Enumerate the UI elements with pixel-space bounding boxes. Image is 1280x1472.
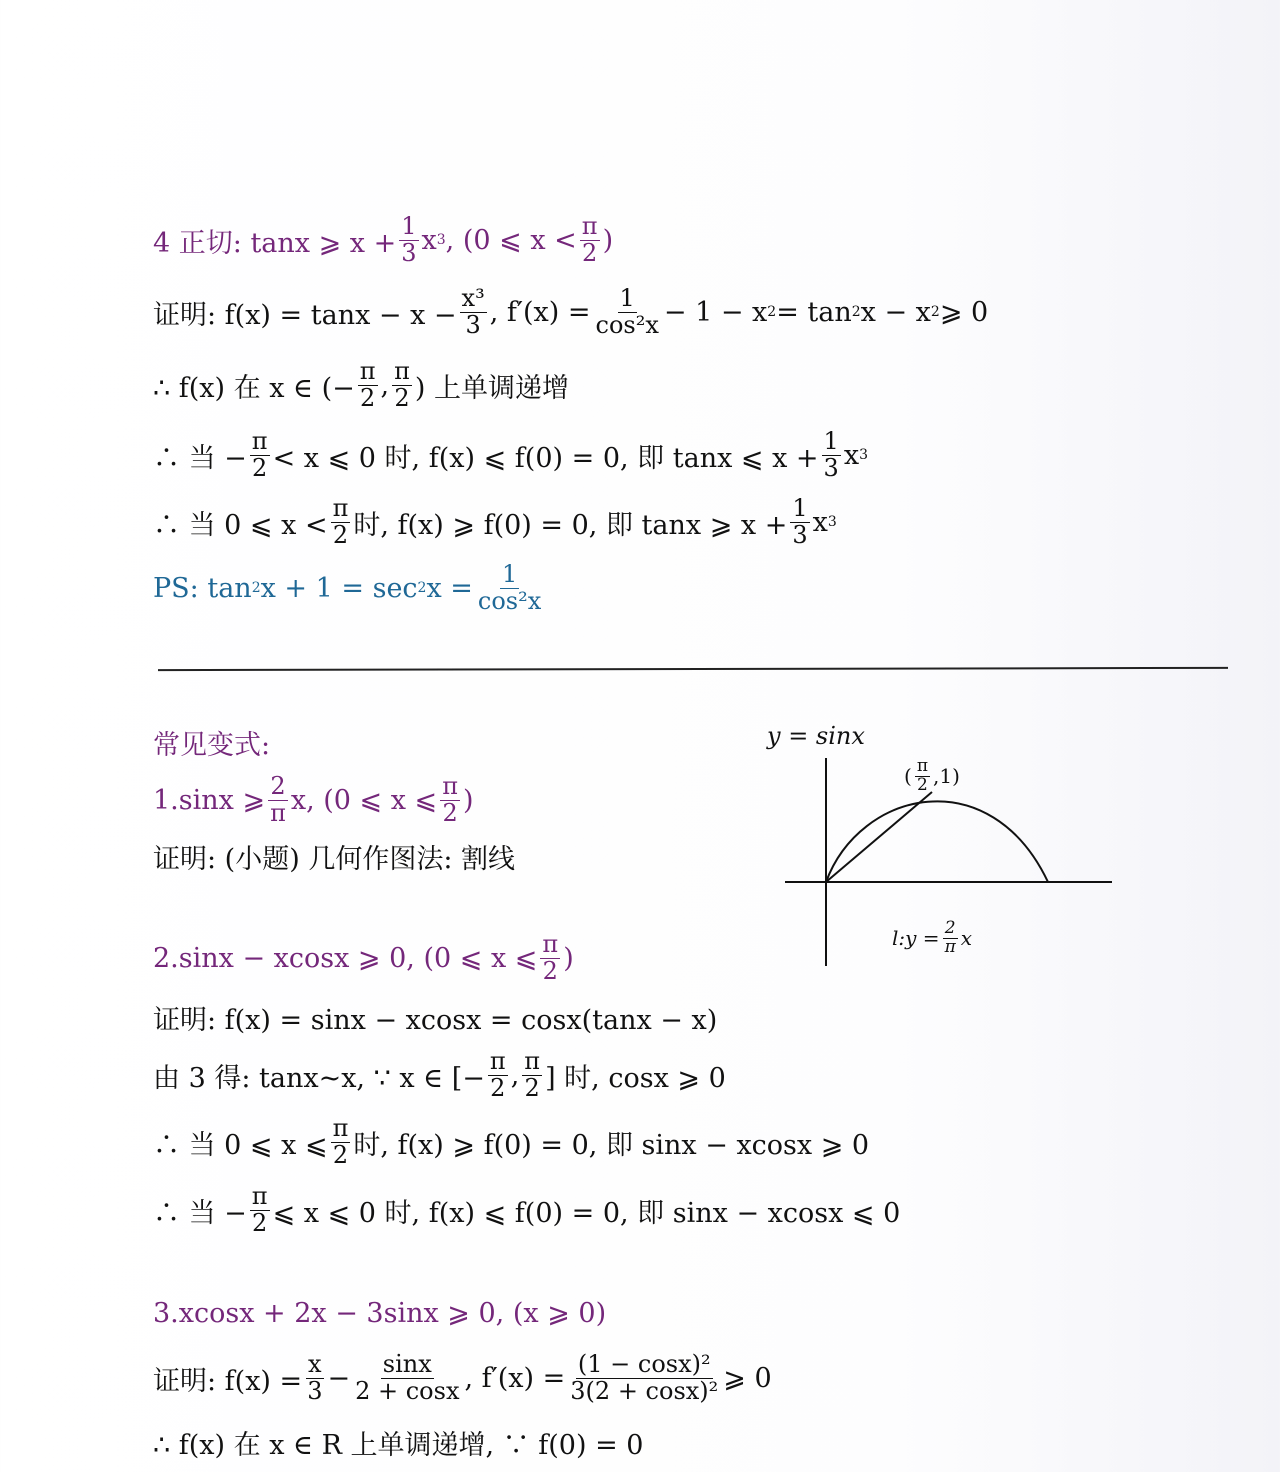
numerator: sinx — [382, 1350, 432, 1379]
numerator: π — [332, 494, 349, 523]
numerator: π — [442, 772, 458, 801]
denominator: 2 — [252, 453, 268, 482]
denominator: 2 — [542, 956, 558, 985]
numerator: 1 — [792, 494, 808, 523]
text-segment: 证明: (小题) 几何作图法: 割线 — [153, 843, 516, 875]
text-segment: 常见变式: — [153, 729, 271, 761]
numerator: (1 − cosx)² — [577, 1350, 711, 1379]
text-segment: ) — [462, 784, 474, 816]
text-segment: x, (0 ⩽ x ⩽ — [290, 784, 438, 816]
denominator: π — [270, 798, 286, 827]
denominator: 3 — [307, 1376, 323, 1405]
text-segment: ⩾ 0 — [939, 296, 989, 328]
denominator: cos²x — [595, 310, 659, 339]
numerator: 1 — [501, 560, 518, 589]
text-segment: ) — [563, 942, 574, 974]
numerator: 1 — [823, 427, 839, 456]
text-segment: ∴ 当 − — [153, 1197, 247, 1229]
text-segment: ⩾ 0 — [723, 1362, 772, 1394]
graph-title: y = sinx — [767, 722, 865, 750]
text-segment: 2.sinx − xcosx ⩾ 0, (0 ⩽ x ⩽ — [153, 942, 538, 974]
text-segment: − — [327, 1362, 351, 1394]
point-label-suffix: ,1) — [933, 764, 960, 789]
text-segment: = tan — [776, 296, 852, 328]
superscript: 2 — [930, 304, 940, 320]
text-segment: ∴ 当 0 ⩽ x < — [153, 509, 328, 541]
superscript: 3 — [859, 447, 868, 463]
text-segment: ) 上单调递增 — [414, 372, 570, 404]
numerator: π — [916, 756, 928, 776]
numerator: x — [308, 1350, 322, 1379]
denominator: 3 — [823, 453, 839, 482]
text-segment: x — [812, 506, 828, 538]
numerator: π — [251, 1182, 268, 1211]
text-segment: x = — [426, 572, 473, 604]
point-label-prefix: ( — [904, 764, 912, 789]
denominator: cos²x — [477, 586, 542, 615]
numerator: π — [581, 212, 598, 241]
text-segment: x + 1 = sec — [260, 572, 418, 604]
line-label-suffix: x — [960, 926, 973, 951]
text-segment: 由 3 得: tanx~x, ∵ x ∈ [− — [153, 1062, 485, 1094]
text-segment: 时, f(x) ⩾ f(0) = 0, 即 tanx ⩾ x + — [353, 509, 788, 541]
text-segment: ∴ f(x) 在 x ∈ R 上单调递增, ∵ f(0) = 0 — [153, 1429, 644, 1461]
denominator: π — [944, 936, 956, 957]
text-segment: , — [380, 369, 390, 401]
text-segment: ) — [602, 224, 614, 256]
text-segment: 证明: f(x) = sinx − xcosx = cosx(tanx − x) — [153, 1004, 718, 1036]
line-label — [892, 920, 972, 957]
numerator: 1 — [619, 284, 635, 313]
numerator: π — [332, 1114, 349, 1143]
superscript: 2 — [767, 304, 777, 320]
numerator: 1 — [401, 212, 417, 241]
numerator: π — [394, 357, 410, 386]
denominator: 3 — [465, 310, 481, 339]
text-segment: , f′(x) = — [464, 1362, 566, 1394]
text-segment: 证明: f(x) = tanx − x − — [153, 299, 457, 331]
superscript: 3 — [827, 514, 837, 530]
denominator: 2 — [360, 383, 376, 412]
denominator: 2 — [332, 520, 349, 549]
superscript: 2 — [417, 580, 427, 596]
line-label-prefix: l:y = — [892, 926, 940, 951]
denominator: 2 — [332, 1140, 349, 1169]
text-segment: ∴ 当 − — [153, 442, 247, 474]
line-label-fraction — [943, 920, 958, 957]
text-segment: 时, f(x) ⩾ f(0) = 0, 即 sinx − xcosx ⩾ 0 — [353, 1129, 870, 1161]
superscript: 2 — [851, 304, 861, 320]
text-segment: 3.xcosx + 2x − 3sinx ⩾ 0, (x ⩾ 0) — [153, 1297, 607, 1329]
point-label-fraction — [915, 758, 930, 795]
text-segment: 1.sinx ⩾ — [153, 784, 266, 816]
text-segment: , (0 ⩽ x < — [445, 224, 577, 256]
text-segment: − 1 − x — [663, 296, 768, 328]
text-segment: , — [510, 1059, 520, 1091]
sine-curve — [826, 801, 1048, 882]
numerator: π — [359, 357, 376, 386]
text-segment: , f′(x) = — [489, 296, 591, 328]
text-segment: ∴ 当 0 ⩽ x ⩽ — [153, 1129, 328, 1161]
numerator: 2 — [944, 918, 956, 938]
text-segment: ⩽ x ⩽ 0 时, f(x) ⩽ f(0) = 0, 即 sinx − xcosx ⩽ 0 — [272, 1197, 901, 1229]
numerator: π — [524, 1047, 541, 1076]
denominator: 3 — [401, 238, 417, 267]
denominator: 2 — [394, 383, 410, 412]
superscript: 2 — [251, 580, 261, 596]
numerator: x³ — [461, 284, 485, 313]
text-segment: x − x — [860, 296, 931, 328]
text-segment: ∴ f(x) 在 x ∈ (− — [153, 372, 355, 404]
numerator: π — [251, 427, 268, 456]
text-segment: 证明: f(x) = — [153, 1365, 303, 1397]
numerator: 2 — [270, 772, 286, 801]
denominator: 2 — [442, 798, 458, 827]
text-segment: x — [843, 439, 860, 471]
numerator: π — [489, 1047, 506, 1076]
denominator: 2 — [916, 774, 928, 795]
denominator: 2 — [490, 1073, 506, 1102]
text-segment: x — [421, 224, 437, 256]
numerator: π — [542, 930, 559, 959]
secant-line — [826, 792, 932, 882]
denominator: 2 — [524, 1073, 540, 1102]
text-segment: PS: tan — [153, 572, 252, 604]
text-segment: ] 时, cosx ⩾ 0 — [545, 1062, 726, 1094]
point-label — [904, 758, 960, 795]
text-segment: 4 正切: tanx ⩾ x + — [153, 227, 397, 259]
denominator: 2 — [252, 1208, 268, 1237]
denominator: 3(2 + cosx)² — [570, 1376, 719, 1405]
denominator: 2 — [582, 238, 598, 267]
text-segment: < x ⩽ 0 时, f(x) ⩽ f(0) = 0, 即 tanx ⩽ x + — [272, 442, 819, 474]
denominator: 3 — [792, 520, 808, 549]
denominator: 2 + cosx — [355, 1376, 460, 1405]
superscript: 3 — [436, 232, 446, 248]
